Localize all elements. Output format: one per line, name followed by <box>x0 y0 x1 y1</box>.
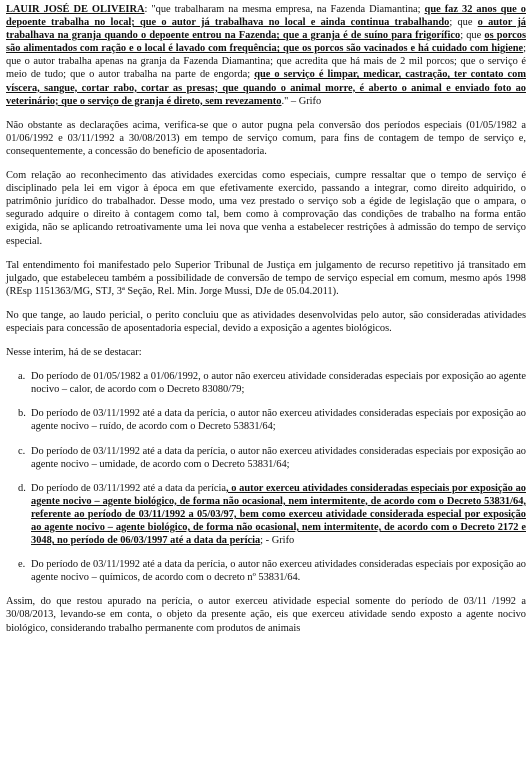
highlight-intro-paragraph: Nesse interim, há de se destacar: <box>6 347 142 359</box>
list-item-e <box>6 558 526 584</box>
list-marker: c. <box>18 445 26 457</box>
list-item-text: Do período de 03/11/1992 até a data da perícia, o autor não exerceu atividades consideradas especiais por exposição ao agente nocivo – ruído, de acordo com o Decreto 53831/64; <box>31 408 526 433</box>
list-item-a <box>6 370 526 396</box>
list-marker: e. <box>18 559 26 571</box>
list-item-c <box>6 445 526 471</box>
list-item-text: Do período de 03/11/1992 até a data da perícia <box>31 482 226 494</box>
list-marker: d. <box>18 482 26 494</box>
list-item-d <box>6 482 526 547</box>
testimony-text-2: ; que <box>449 17 478 29</box>
legal-basis-paragraph: Com relação ao reconhecimento das atividades exercidas como especiais, cumpre ressaltar que o tempo de serviço é disciplinado pela lei em vigor à época em que efetivamente exercido, passando a integrar, como direito adquirido, o patrimônio jurídico do trabalhador. Desse modo, uma vez prestado o serviço sob a égide de legislação que o ampara, o segurado adquire o direito à contagem como tal, bem como à comprovação das condições de trabalho na forma então exigida, não se aplicando retroativamente uma lei nova que venha a estabelecer restrições à admissão do tempo de serviço especial. <box>6 170 526 247</box>
testimony-text-4: ; que o autor trabalha apenas na granja da Fazenda Diamantina; que acredita que há mais de 2 mil porcos; que o serviço é meio de tudo; que o autor trabalha na parte de engorda; <box>6 43 526 81</box>
expert-report-paragraph: No que tange, ao laudo pericial, o perito concluiu que as atividades desenvolvidas pelo autor, são consideradas atividades especiais para concessão de aposentadoria especial, devido a exposição a agentes biológicos. <box>6 309 526 334</box>
list-item-text: Do período de 03/11/1992 até a data da perícia, o autor não exerceu atividades consideradas especiais por exposição ao agente nocivo – químicos, de acordo com o decreto nº 53831/64. <box>31 559 526 584</box>
list-item-text: Do período de 01/05/1982 a 01/06/1992, o autor não exerceu atividade consideradas especiais por exposição ao agente nocivo – calor, de acordo com o Decreto 83080/79; <box>31 371 526 396</box>
testimony-emphasis-3: os porcos são alimentados com ração e o local é lavado com frequência; que os porcos são vacinados e há cuidado com higiene <box>6 30 527 55</box>
list-marker: b. <box>18 408 26 420</box>
conversion-request-paragraph: Não obstante as declarações acima, verifica-se que o autor pugna pela conversão dos períodos especiais (01/05/1982 a 01/06/1992 e 03/11/1992 a 30/08/2013) em tempo de serviço comum, para fins de contagem de tempo de serviço e, consequentemente, a concessão do benefício de aposentadoria. <box>6 119 526 157</box>
testimony-emphasis-2: o autor já trabalhava na granja quando o depoente entrou na Fazenda; que a granja é de suíno para frigorífico <box>6 17 526 42</box>
list-item-text: Do período de 03/11/1992 até a data da perícia, o autor não exerceu atividades consideradas especiais por exposição ao agente nocivo – umidade, de acordo com o Decreto 53831/64; <box>31 445 526 470</box>
testimony-emphasis-4: que o serviço é limpar, medicar, castração, ter contato com víscera, sangue, cortar rabo, cortar as presas; que quando o animal morre, é aberto o animal e enviado foto ao veterinário; que o serviço de granja é direto, sem revezamento <box>6 69 526 107</box>
findings-list <box>6 370 526 584</box>
witness-name: LAUIR JOSÉ DE OLIVEIRA <box>6 4 145 15</box>
testimony-text-3: ; que <box>460 30 485 42</box>
testimony-emphasis-1: que faz 32 anos que o depoente trabalha no local; que o autor já trabalhava no local e ainda continua trabalhando <box>6 4 526 29</box>
list-item-b <box>6 407 526 433</box>
list-item-tail: ; - Grifo <box>260 535 295 547</box>
stj-precedent-paragraph: Tal entendimento foi manifestado pelo Superior Tribunal de Justiça em julgamento de recurso repetitivo já transitado em julgado, que estabeleceu também a possibilidade de conversão de tempo de serviço especial em comum, mesmo após 1998 (REsp 1151363/MG, STJ, 3ª Seção, Rel. Min. Jorge Mussi, DJe de 05.04.2011). <box>6 259 526 297</box>
list-item-emphasis: , o autor exerceu atividades consideradas especiais por exposição ao agente nocivo – agente biológico, de forma não ocasional, nem intermitente, de acordo com o Decreto 53831/64, referente ao período de 03/11/1992 a 05/03/97, bem como exerceu atividade considerada especial por exposição ao agente nocivo – agente biológico, de forma não ocasional, nem intermitente, de acordo com o Decreto 2172 e 3048, no período de 06/03/1997 até a data da perícia <box>31 482 526 547</box>
testimony-text-5: ." – Grifo <box>281 95 322 107</box>
list-marker: a. <box>18 371 26 383</box>
conclusion-paragraph: Assim, do que restou apurado na perícia, o autor exerceu atividade especial somente do período de 03/11 /1992 a 30/08/2013, levando-se em conta, o objeto da presente ação, eis que exerceu atividade sendo exposto a agente nocivo biológico, considerando trabalho permanente com produtos de animais <box>6 596 526 634</box>
testimony-paragraph <box>6 3 526 108</box>
testimony-text-1: : "que trabalharam na mesma empresa, na Fazenda Diamantina; <box>144 4 425 15</box>
